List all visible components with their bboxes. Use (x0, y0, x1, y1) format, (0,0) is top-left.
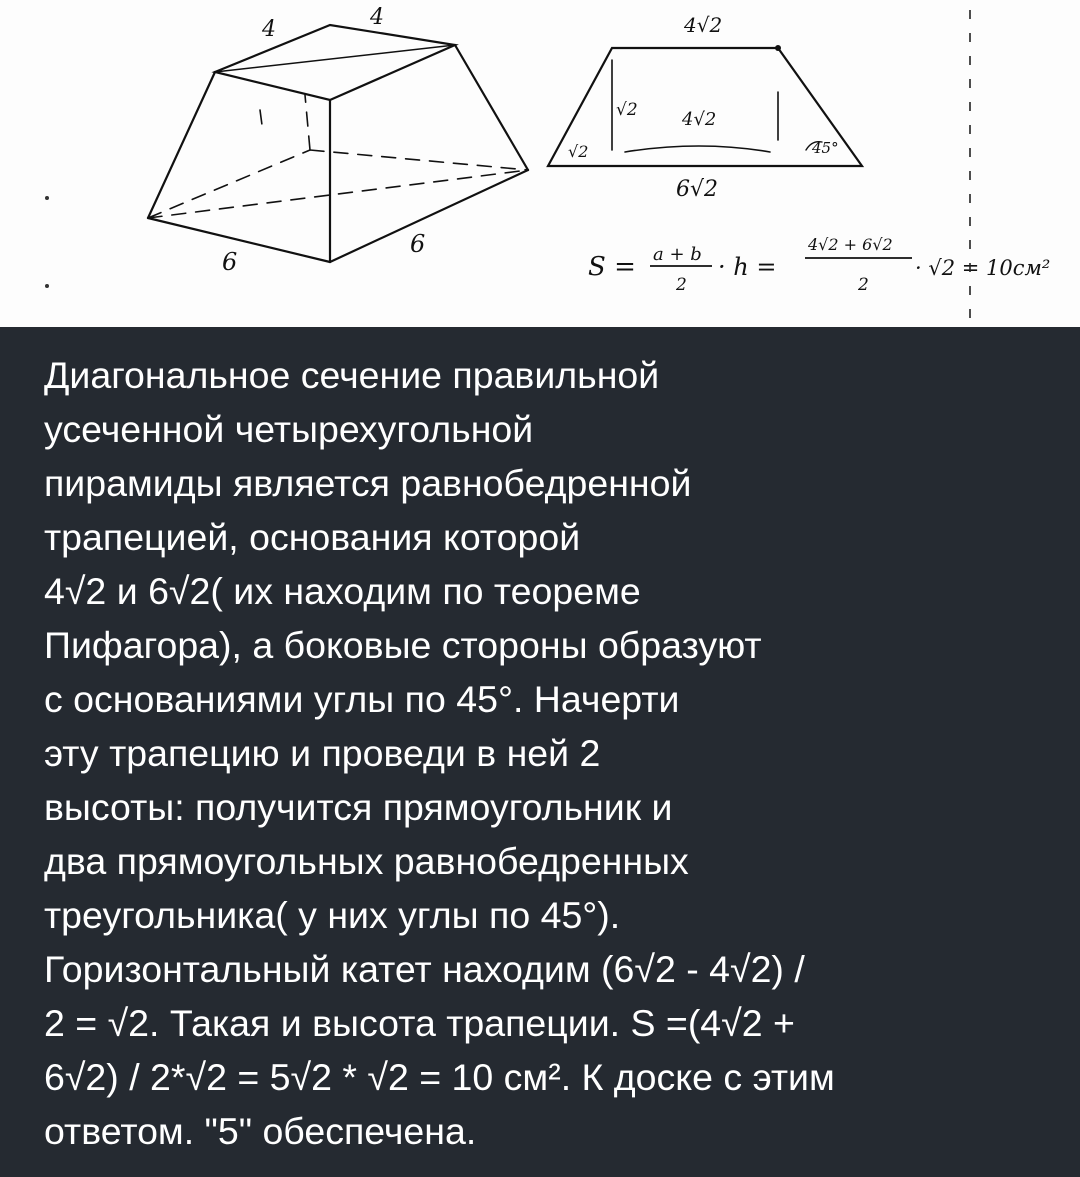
pyramid-top-right-edge: 4 (370, 5, 384, 30)
answer-line: 2 = √2. Такая и высота трапеции. S =(4√2 + (44, 1002, 795, 1044)
formula-fraction2-numerator: 4√2 + 6√2 (808, 235, 893, 254)
area-formula (588, 235, 1050, 295)
answer-line: 6√2) / 2*√2 = 5√2 * √2 = 10 см². К доске с этим (44, 1056, 835, 1098)
answer-line: треугольника( у них углы по 45°). (44, 894, 621, 936)
pyramid-top-left-edge: 4 (262, 17, 276, 42)
formula-tail: · √2 = 10см² (915, 256, 1051, 280)
formula-fraction1-numerator: a + b (653, 244, 702, 265)
formula-lhs: S = (588, 252, 636, 282)
answer-line: с основаниями углы по 45°. Начерти (44, 678, 680, 720)
answer-text (44, 348, 1054, 1158)
formula-times-h: · h = (718, 253, 777, 281)
trapezoid-left-leg-label: √2 (568, 142, 589, 161)
answer-line: Пифагора), а боковые стороны образуют (44, 624, 762, 666)
formula-fraction1-denominator: 2 (676, 275, 687, 295)
pyramid-bottom-left-edge: 6 (222, 248, 238, 276)
answer-line: высоты: получится прямоугольник и (44, 786, 673, 828)
trapezoid-height-label: √2 (616, 100, 638, 120)
handwritten-sketch (0, 0, 1080, 327)
answer-line: два прямоугольных равнобедренных (44, 840, 689, 882)
answer-line: ответом. "5" обеспечена. (44, 1110, 477, 1152)
trapezoid-inner-length: 4√2 (682, 109, 717, 130)
answer-line: 4√2 и 6√2( их находим по теореме (44, 570, 641, 612)
answer-line: Диагональное сечение правильной (44, 354, 660, 396)
trapezoid-top-base: 4√2 (684, 13, 723, 37)
answer-line: Горизонтальный катет находим (6√2 - 4√2) / (44, 948, 805, 990)
answer-line: усеченной четырехугольной (44, 408, 534, 450)
pyramid-frustum-drawing (148, 25, 528, 262)
answer-line: эту трапецию и проведи в ней 2 (44, 732, 601, 774)
trapezoid-bottom-base: 6√2 (676, 177, 719, 202)
answer-line: пирамиды является равнобедренной (44, 462, 692, 504)
formula-fraction2-denominator: 2 (858, 275, 869, 295)
pyramid-bottom-right-edge: 6 (410, 230, 426, 258)
trapezoid-angle-label: 45° (812, 139, 839, 157)
answer-line: трапецией, основания которой (44, 516, 581, 558)
